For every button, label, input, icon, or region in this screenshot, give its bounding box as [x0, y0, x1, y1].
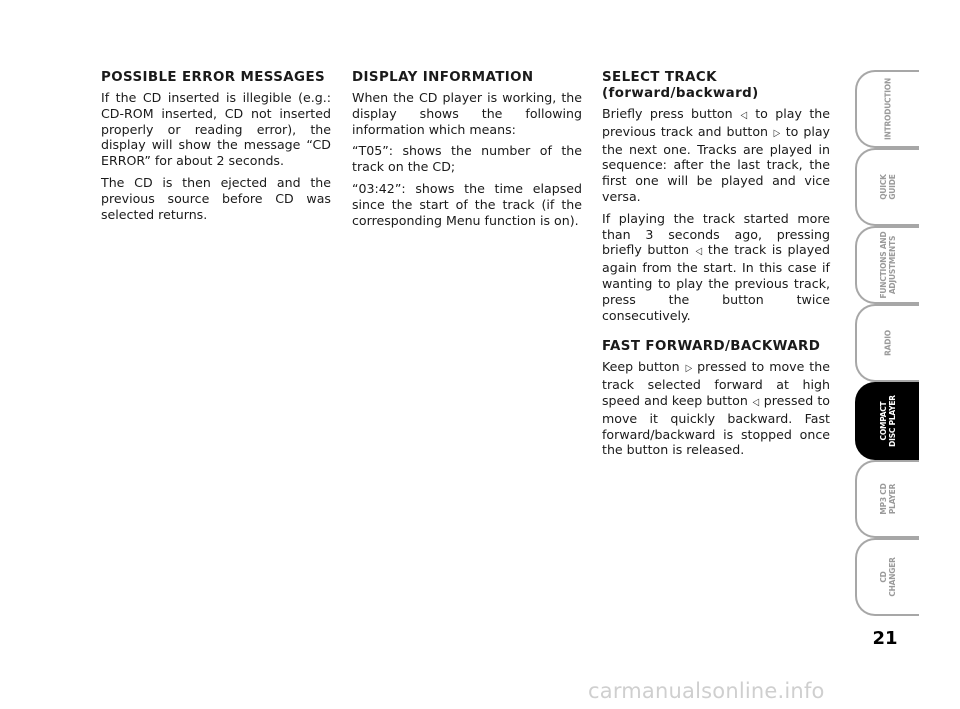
- column-error-messages: [101, 70, 331, 228]
- backward-button-icon: ◁: [740, 110, 748, 121]
- tab-label-line2: CHANGER: [887, 557, 897, 597]
- paragraph-restart-track: [602, 211, 830, 324]
- paragraph-fast-forward: [602, 359, 830, 458]
- text-move-forward: pressed to move the track selected forward at high speed and keep button: [602, 359, 830, 408]
- heading-select-track-line1: SELECT TRACK: [602, 70, 717, 85]
- page-number: 21: [872, 628, 898, 649]
- tab-label-line2: GUIDE: [887, 174, 897, 200]
- heading-select-track: [602, 70, 830, 102]
- text-next-track: to play the next one. Tracks are played in sequence: after the last track, the first one will be played and vice versa.: [602, 123, 830, 204]
- paragraph-cd-illegible: If the CD inserted is illegible (e.g.: CD-ROM inserted, CD not inserted properly or reading error), the display will show the message “CD ERROR” for about 2 seconds.: [101, 90, 331, 169]
- heading-select-track-line2: (forward/backward): [602, 86, 759, 101]
- text-move-backward: pressed to move it quickly backward. Fast forward/backward is stopped once the button is released.: [602, 392, 831, 458]
- tab-radio[interactable]: [855, 304, 919, 382]
- heading-display-information: DISPLAY INFORMATION: [352, 70, 534, 85]
- backward-button-icon: ◁: [695, 246, 702, 258]
- tab-label-line2: PLAYER: [887, 483, 897, 515]
- paragraph-select-track: [602, 106, 830, 205]
- tab-quick-guide[interactable]: [855, 148, 919, 226]
- text-keep-button: Keep button: [602, 359, 680, 375]
- tab-compact-disc-player[interactable]: [855, 382, 919, 460]
- tab-label: CD: [878, 571, 888, 583]
- paragraph-cd-ejected: The CD is then ejected and the previous source before CD was selected returns.: [101, 174, 331, 222]
- paragraph-track-number: “T05”: shows the number of the track on the CD;: [352, 143, 582, 175]
- tab-label: FUNCTIONS AND: [878, 231, 888, 299]
- tab-cd-changer[interactable]: [855, 538, 919, 616]
- tab-mp3-cd-player[interactable]: [855, 460, 919, 538]
- forward-button-icon: ▷: [773, 127, 781, 139]
- tab-label: COMPACT: [878, 401, 888, 441]
- text-previous-track: to play the previous track and button: [602, 106, 831, 139]
- tab-label: RADIO: [882, 330, 893, 356]
- heading-error-messages: POSSIBLE ERROR MESSAGES: [101, 70, 326, 85]
- text-more-than-3-seconds: If playing the track started more than 3 seconds ago, pressing briefly button: [602, 210, 830, 258]
- tab-label: QUICK: [878, 174, 888, 200]
- text-briefly-press: Briefly press button: [602, 106, 733, 121]
- column-display-information: [352, 70, 582, 234]
- backward-button-icon: ◁: [752, 396, 760, 408]
- heading-fast-forward-backward: FAST FORWARD/BACKWARD: [602, 339, 821, 355]
- tab-label: MP3 CD: [878, 483, 888, 515]
- tab-functions-adjustments[interactable]: [855, 226, 919, 304]
- paragraph-display-intro: When the CD player is working, the display shows the following information which means:: [352, 90, 582, 137]
- forward-button-icon: ▷: [685, 363, 692, 375]
- column-select-track: [602, 70, 830, 464]
- tab-label: INTRODUCTION: [882, 77, 893, 141]
- watermark: carmanualsonline.info: [588, 679, 825, 703]
- tab-label-line2: ADJUSTMENTS: [887, 235, 897, 295]
- tab-label-line2: DISC PLAYER: [887, 395, 897, 447]
- text-played-again: the track is played again from the start. In this case if wanting to play the previous track, press the button twice consecutively.: [602, 242, 830, 323]
- paragraph-elapsed-time: “03:42”: shows the time elapsed since the start of the track (if the corresponding Menu function is on).: [352, 180, 582, 228]
- tab-introduction[interactable]: [855, 70, 919, 148]
